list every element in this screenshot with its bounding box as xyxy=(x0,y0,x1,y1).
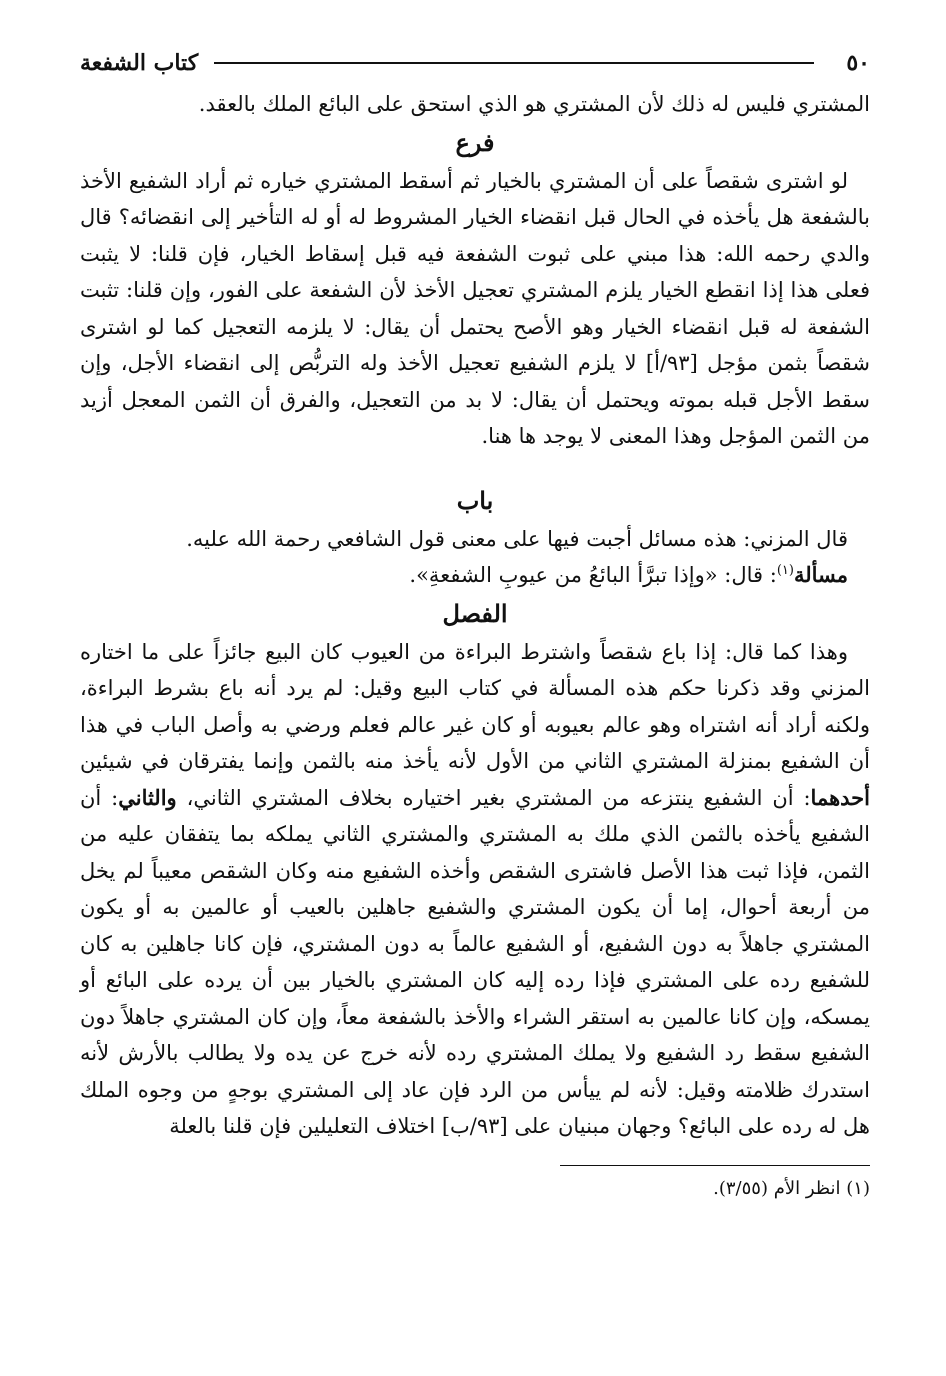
heading-fasl: الفصل xyxy=(442,598,508,628)
heading-bab: باب xyxy=(456,485,494,515)
footnote-rule xyxy=(560,1165,870,1166)
bab-paragraph: قال المزني: هذه مسائل أجبت فيها على معنى قول الشافعي رحمة الله عليه. xyxy=(186,526,848,551)
masala-label: مسألة xyxy=(793,562,848,587)
fasl-text-2: : أن الشفيع ينتزعه من المشتري بغير اختياره بخلاف المشتري الثاني، xyxy=(186,785,811,810)
footnote-ref: (١) xyxy=(776,563,794,578)
page-number: ٥٠ xyxy=(846,50,870,76)
intro-paragraph: المشتري فليس له ذلك لأن المشتري هو الذي استحق على البائع الملك بالعقد. xyxy=(198,92,870,116)
fasl-ahaduhuma: أحدهما xyxy=(810,784,870,810)
far-paragraph: لو اشترى شقصاً على أن المشتري بالخيار ثم أسقط المشتري خياره ثم أراد الشفيع الأخذ بالشفعة هل يأخذه في الحال قبل انقضاء الخيار المشروط له أو له التأخير إلى انقضائه؟ قال والدي رحمه الله: هذا مبني على ثبوت الشفعة فيه قبل إسقاط الخيار، فإن قلنا: لا يثبت فعلى هذا إذا انقطع الخيار يلزم المشتري تعجيل الأخذ لأن الشفعة على الفور، وإن قلنا: تثبت الشفعة له قبل انقضاء الخيار وهو الأصح يحتمل أن يقال: لا يلزمه التعجيل كما لو اشترى شقصاً بثمن مؤجل [٩٣/أ] لا يلزم الشفيع تعجيل الأخذ وله التربُّص إلى انقضاء الأجل، وإن سقط الأجل قبله بموته ويحتمل أن يقال: لا بد من التعجيل، والفرق أن الثمن المعجل أزيد من الثمن المؤجل وهذا المعنى لا يوجد ها هنا. xyxy=(80,168,870,448)
masala-paragraph xyxy=(80,557,870,594)
fasl-thani: والثاني xyxy=(118,784,177,810)
masala-text: : قال: «وإذا تبرَّأ البائعُ من عيوبِ الشفعةِ». xyxy=(409,563,777,587)
fasl-text-1: وهذا كما قال: إذا باع شقصاً واشترط البراءة من العيوب كان البيع جائزاً على ما اختاره المزني وقد ذكرنا حكم هذه المسألة في كتاب البيع وقيل: لم يرد أنه باع بشرط البراءة، ولكنه أراد أنه اشتراه وهو عالم بعيوبه أو كان غير عالم فعلم ورضي به وأصل الباب في هذا أن الشفيع بمنزلة المشتري الثاني من الأول لأنه يأخذ منه بالثمن وإنما يفترقان في شيئين xyxy=(80,639,870,773)
header-rule xyxy=(214,62,814,64)
book-page xyxy=(80,40,870,1356)
footnote: (١) انظر الأم (٣/٥٥). xyxy=(713,1177,870,1199)
fasl-text-3: : أن الشفيع يأخذه بالثمن الذي ملك به المشتري والمشتري الثاني يملكه بما يتفقان عليه من الثمن، فإذا ثبت هذا الأصل فاشترى الشقص وأخذه الشفيع منه وكان الشقص معيباً لم يخل من أربعة أحوال، إما أن يكون المشتري والشفيع جاهلين بالعيب أو عالمين به أو يكون المشتري جاهلاً به دون الشفيع، أو الشفيع عالماً به دون المشتري، فإن كانا جاهلين به كان للشفيع رده على المشتري فإذا رده إليه كان المشتري بالخيار بين أن يرده على البائع أو يمسكه، وإن كانا عالمين به استقر الشراء والأخذ بالشفعة معاً، وإن كان المشتري جاهلاً دون الشفيع سقط رد الشفيع ولا يملك المشتري رده لأنه خرج عن يده ولا يطالب بالأرش لأنه استدرك ظلامته وقيل: لأنه لم ييأس من الرد فإن عاد إلى المشتري بوجهٍ من وجوه الملك هل له رده على البائع؟ وجهان مبنيان على [٩٣/ب] اختلاف التعليلين فإن قلنا بالعلة xyxy=(80,785,870,1138)
fasl-paragraph xyxy=(80,634,870,1145)
heading-far: فرع xyxy=(455,127,495,157)
running-head xyxy=(80,40,870,86)
book-title: كتاب الشفعة xyxy=(80,50,199,76)
